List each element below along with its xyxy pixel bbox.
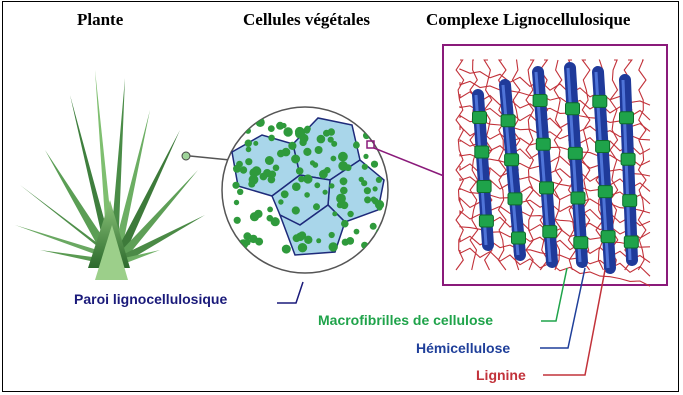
chloroplast (316, 238, 321, 243)
chloroplast (303, 174, 312, 183)
chloroplast (373, 186, 378, 191)
chloroplast (372, 238, 381, 247)
cellulose-block (543, 226, 557, 238)
chloroplast (234, 200, 239, 205)
chloroplast (292, 206, 300, 214)
chloroplast (364, 196, 371, 203)
chloroplast (354, 229, 360, 235)
chloroplast (323, 190, 328, 195)
cellulose-block (571, 192, 585, 204)
chloroplast (338, 152, 348, 162)
chloroplast (331, 156, 337, 162)
chloroplast (377, 205, 383, 211)
cellulose-block (623, 195, 637, 207)
chloroplast (246, 147, 252, 153)
label-macrofibrilles: Macrofibrilles de cellulose (318, 312, 494, 328)
chloroplast (363, 132, 370, 139)
chloroplast (315, 146, 323, 154)
chloroplast (266, 170, 271, 175)
chloroplast (336, 194, 346, 204)
chloroplast (338, 161, 348, 171)
cellulose-block (508, 193, 522, 205)
chloroplast (278, 199, 283, 204)
chloroplast (281, 123, 286, 128)
chloroplast (296, 167, 304, 175)
chloroplast (332, 211, 337, 216)
cellulose-block (501, 115, 515, 127)
label-hemicellulose: Hémicellulose (416, 340, 511, 356)
chloroplast (370, 223, 377, 230)
chloroplast (353, 142, 360, 149)
title-complexe-lignocellulosique: Complexe Lignocellulosique (426, 10, 631, 29)
chloroplast (340, 187, 348, 195)
chloroplast (282, 245, 291, 254)
chloroplast (359, 177, 364, 182)
chloroplast (267, 207, 273, 213)
paroi-leader-line (277, 282, 303, 303)
label-lignine: Lignine (476, 367, 526, 383)
cellulose-block (601, 231, 615, 243)
chloroplast (314, 182, 320, 188)
chloroplast (329, 232, 335, 238)
plant-connector-dot (182, 152, 190, 160)
title-cellules-vegetales: Cellules végétales (243, 10, 370, 29)
title-plante: Plante (77, 10, 124, 29)
cellulose-block (536, 138, 550, 150)
chloroplast (371, 161, 378, 168)
cellulose-block (620, 112, 634, 124)
chloroplast (371, 197, 377, 203)
chloroplast (233, 165, 241, 173)
chloroplast (304, 192, 310, 198)
chloroplast (277, 150, 285, 158)
chloroplast (376, 177, 382, 183)
chloroplast (288, 142, 296, 150)
chloroplast (281, 190, 289, 198)
chloroplast (248, 181, 255, 188)
cellulose-block (593, 95, 607, 107)
chloroplast (313, 203, 320, 210)
chloroplast (265, 156, 274, 165)
cellulose-block (477, 181, 491, 193)
chloroplast (283, 127, 292, 136)
chloroplast (250, 212, 259, 221)
cellulose-block (533, 95, 547, 107)
cellulose-block (574, 237, 588, 249)
chloroplast (232, 182, 239, 189)
chloroplast (268, 135, 275, 142)
chloroplast (291, 155, 300, 164)
chloroplast (324, 167, 330, 173)
chloroplast (292, 182, 301, 191)
chloroplast (364, 187, 371, 194)
cellulose-block (512, 232, 526, 244)
chloroplast (304, 236, 312, 244)
chloroplast (329, 183, 334, 188)
cellulose-block (505, 154, 519, 166)
chloroplast (267, 215, 274, 222)
chloroplast (363, 154, 368, 159)
chloroplast (340, 177, 348, 185)
chloroplast (299, 139, 306, 146)
cellulose-block (540, 182, 554, 194)
plant-cells-circle (222, 107, 388, 273)
plant-connector-line (190, 156, 230, 160)
cellulose-block (566, 103, 580, 115)
chloroplast (329, 242, 338, 251)
chloroplast (298, 243, 307, 252)
chloroplast (245, 158, 252, 165)
chloroplast (268, 125, 275, 132)
chloroplast (240, 166, 247, 173)
chloroplast (252, 166, 262, 176)
chloroplast (234, 217, 241, 224)
cellulose-block (568, 147, 582, 159)
chloroplast (253, 141, 258, 146)
plant-illustration (15, 70, 205, 280)
chloroplast (342, 239, 349, 246)
chloroplast (244, 121, 252, 129)
chloroplast (331, 141, 337, 147)
chloroplast (295, 127, 305, 137)
chloroplast (256, 118, 265, 127)
chloroplast (273, 165, 280, 172)
chloroplast (255, 238, 263, 246)
chloroplast (341, 220, 349, 228)
chloroplast (293, 234, 301, 242)
cellulose-block (473, 112, 487, 124)
chloroplast (323, 130, 330, 137)
cellulose-block (621, 153, 635, 165)
chloroplast (362, 164, 368, 170)
label-paroi-lignocellulosique: Paroi lignocellulosique (74, 291, 228, 307)
chloroplast (298, 176, 304, 182)
chloroplast (310, 160, 315, 165)
chloroplast (237, 189, 243, 195)
cellulose-block (598, 186, 612, 198)
chloroplast (245, 140, 252, 147)
cellulose-block (596, 141, 610, 153)
cellulose-block (624, 236, 638, 248)
chloroplast (317, 135, 326, 144)
cellulose-block (479, 215, 493, 227)
chloroplast (347, 211, 353, 217)
cellulose-block (475, 146, 489, 158)
chloroplast (303, 148, 311, 156)
